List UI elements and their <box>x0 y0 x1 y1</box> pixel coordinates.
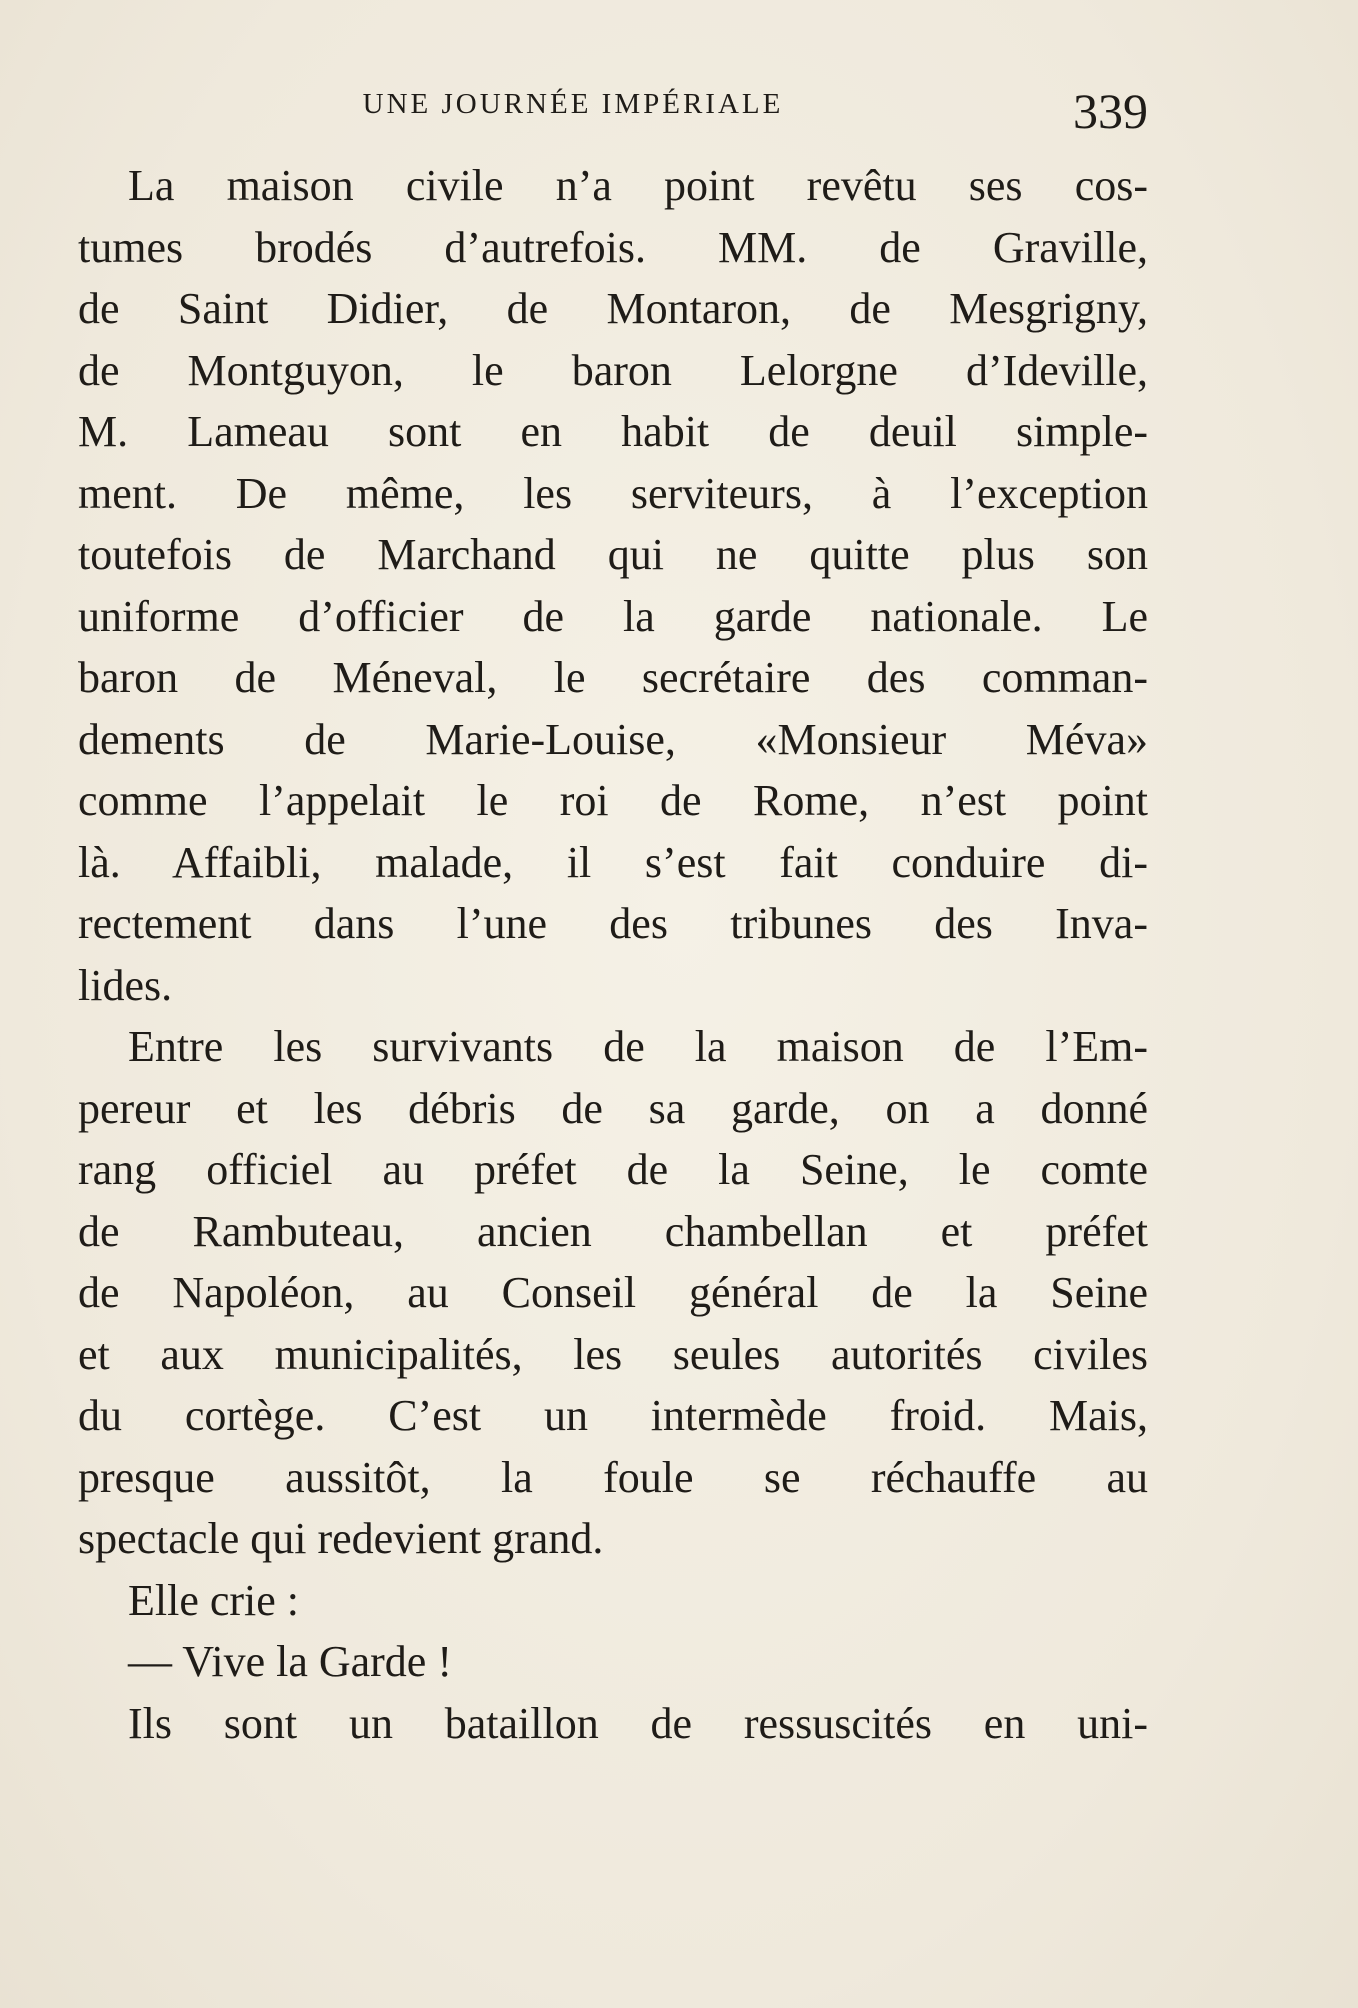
text-line: de Saint Didier, de Montaron, de Mesgrigny, <box>78 284 1148 333</box>
running-header <box>78 82 1148 142</box>
text-line: Ils sont un bataillon de ressuscités en uni- <box>128 1698 1148 1748</box>
text-line: La maison civile n’a point revêtu ses cos- <box>128 161 1148 210</box>
text-line: rectement dans l’une des tribunes des Inva- <box>78 899 1148 948</box>
text-line: Entre les survivants de la maison de l’Em- <box>128 1022 1148 1071</box>
text-line: comme l’appelait le roi de Rome, n’est point <box>78 776 1148 825</box>
text-line: rang officiel au préfet de la Seine, le comte <box>78 1145 1148 1194</box>
page-number: 339 <box>1073 83 1148 139</box>
text-line: uniforme d’officier de la garde nationale. Le <box>78 591 1148 641</box>
text-line: lides. <box>78 960 173 1010</box>
text-line: là. Affaibli, malade, il s’est fait conduire di- <box>78 837 1148 887</box>
text-line: toutefois de Marchand qui ne quitte plus son <box>78 530 1148 579</box>
text-line: tumes brodés d’autrefois. MM. de Graville, <box>78 222 1148 272</box>
text-line: spectacle qui redevient grand. <box>78 1514 604 1563</box>
text-line: et aux municipalités, les seules autorités civiles <box>78 1329 1148 1379</box>
text-line: — Vive la Garde ! <box>128 1637 452 1686</box>
text-line: de Montguyon, le baron Lelorgne d’Ideville, <box>78 345 1148 395</box>
text-line: baron de Méneval, le secrétaire des comman- <box>78 653 1148 702</box>
text-line: de Napoléon, au Conseil général de la Seine <box>78 1268 1148 1317</box>
text-line: ment. De même, les serviteurs, à l’exception <box>78 468 1148 518</box>
text-line: Elle crie : <box>128 1575 300 1625</box>
text-line: dements de Marie-Louise, «Monsieur Méva» <box>78 714 1148 764</box>
running-title: UNE JOURNÉE IMPÉRIALE <box>362 88 784 120</box>
text-line: presque aussitôt, la foule se réchauffe au <box>78 1452 1148 1502</box>
text-line: de Rambuteau, ancien chambellan et préfet <box>78 1206 1148 1256</box>
text-line: pereur et les débris de sa garde, on a donné <box>78 1083 1148 1133</box>
text-line: du cortège. C’est un intermède froid. Mais, <box>78 1391 1148 1440</box>
body-text <box>78 155 1148 1754</box>
text-line: M. Lameau sont en habit de deuil simple- <box>78 407 1148 456</box>
